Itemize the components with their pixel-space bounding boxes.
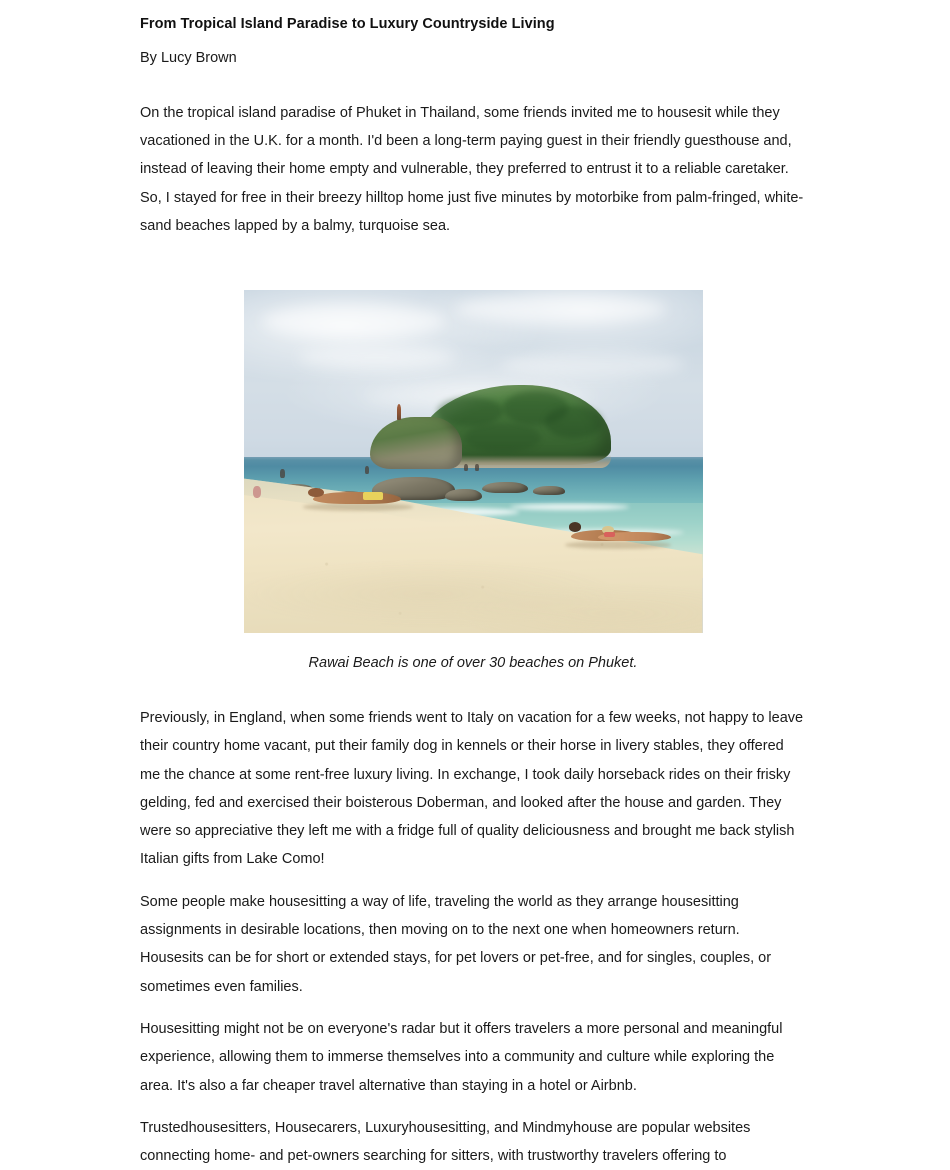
distant-figure <box>365 466 369 474</box>
distant-figure <box>464 464 468 472</box>
swimwear <box>604 532 615 537</box>
sunbather-couple-right <box>565 517 675 550</box>
sunbather-shadow <box>565 541 671 549</box>
paragraph-1: On the tropical island paradise of Phuket in Thailand, some friends invited me to housesit while they vacationed in the U.K. for a month. I'd been a long-term paying guest in their friendly guesthouse and, instead of leaving their home empty and vulnerable, they preferred to entrust it to a reliable caretaker. So, I stayed for free in their breezy hilltop home just five minutes by motorbike from palm-fringed, white-sand beaches lapped by a balmy, turquoise sea. <box>140 104 804 234</box>
island-canopy <box>464 423 541 452</box>
paragraph-5: Trustedhousesitters, Housecarers, Luxuryhousesitting, and Mindmyhouse are popular websites connecting home- and pet-owners searching for sitters, with trustworthy travelers offering to <box>140 1119 751 1165</box>
paragraph-3: Some people make housesitting a way of life, traveling the world as they arrange housesitting assignments in desirable locations, then moving on to the next one when homeowners return. Housesits can be for short or extended stays, for pet lovers or pet-free, and for singles, couples, or sometimes even families. <box>140 893 772 995</box>
shore-rock <box>482 482 528 494</box>
sunbather-left <box>301 482 420 511</box>
shore-rock <box>445 489 482 501</box>
distant-figure <box>280 469 285 478</box>
cloud-shape <box>455 295 666 323</box>
beach-photograph <box>244 290 703 633</box>
swimwear <box>363 492 383 500</box>
article-figure <box>140 240 806 675</box>
sunbather-shadow <box>303 503 413 511</box>
byline: By Lucy Brown <box>140 50 237 67</box>
page-title: From Tropical Island Paradise to Luxury Countryside Living <box>140 16 555 32</box>
shore-rock <box>533 486 565 495</box>
cloud-shape <box>299 346 455 369</box>
distant-figure <box>253 486 261 498</box>
cloud-shape <box>501 351 685 376</box>
figure-caption: Rawai Beach is one of over 30 beaches on Phuket. <box>308 655 638 672</box>
distant-figure <box>475 464 479 471</box>
sunbather-head <box>308 488 324 498</box>
paragraph-2: Previously, in England, when some friends went to Italy on vacation for a few weeks, not happy to leave their country home vacant, put their family dog in kennels or their horse in livery stables, they offered me the chance at some rent-free luxury living. In exchange, I took daily horseback rides on their frisky gelding, fed and exercised their boisterous Doberman, and looked after the house and garden. They were so appreciative they left me with a fridge full of quality deliciousness and brought me back stylish Italian gifts from Lake Como! <box>140 710 804 868</box>
cloud-shape <box>262 305 446 338</box>
figure-spacer <box>140 240 806 290</box>
sunbather-head <box>569 522 581 531</box>
island-canopy <box>545 406 603 438</box>
paragraph-4: Housesitting might not be on everyone's radar but it offers travelers a more personal and meaningful experience, allowing them to immerse themselves into a community and culture while exploring the area. It's also a far cheaper travel alternative than staying in a hotel or Airbnb. <box>140 1020 783 1094</box>
sunbather-body <box>313 492 401 505</box>
shrine-spire <box>397 404 401 420</box>
